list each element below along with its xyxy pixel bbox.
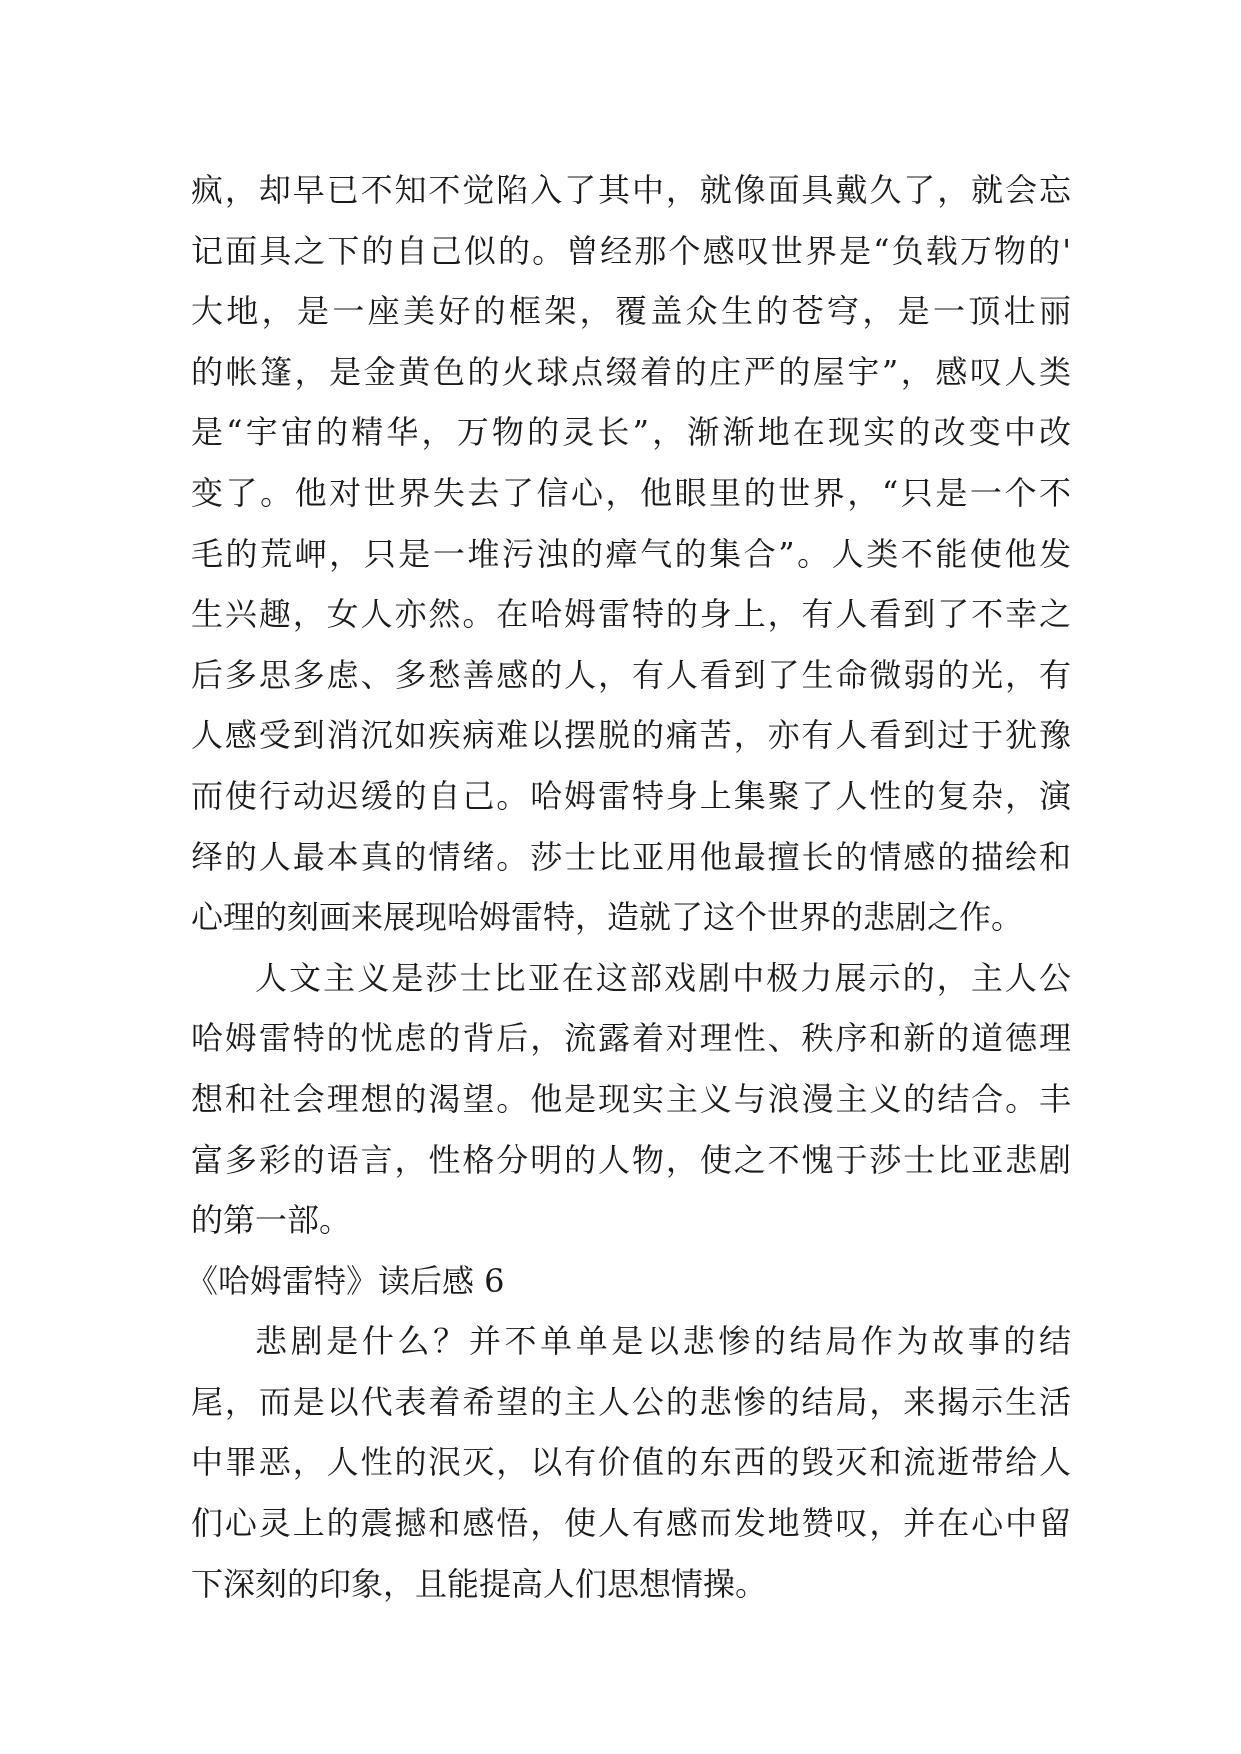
text-line: 而使行动迟缓的自己。哈姆雷特身上集聚了人性的复杂，演 [191, 776, 1071, 815]
text-line: 尾，而是以代表着希望的主人公的悲惨的结局，来揭示生活 [191, 1382, 1071, 1421]
paragraph [191, 948, 1071, 1251]
section-heading [186, 1251, 1071, 1312]
text-line: 大地，是一座美好的框架，覆盖众生的苍穹，是一顶壮丽 [191, 292, 1071, 331]
paragraph [191, 1311, 1071, 1614]
text-line: 变了。他对世界失去了信心，他眼里的世界，“只是一个不 [191, 473, 1071, 512]
text-line: 后多思多虑、多愁善感的人，有人看到了生命微弱的光，有 [191, 655, 1071, 694]
text-line: 记面具之下的自己似的。曾经那个感叹世界是“负载万物的' [191, 231, 1071, 270]
text-line: 的帐篷，是金黄色的火球点缀着的庄严的屋宇”，感叹人类 [191, 352, 1071, 391]
paragraph-continuation [191, 160, 1071, 948]
text-line: 想和社会理想的渴望。他是现实主义与浪漫主义的结合。丰 [191, 1079, 1071, 1118]
text-line: 的第一部。 [191, 1201, 352, 1240]
text-line: 人文主义是莎士比亚在这部戏剧中极力展示的，主人公 [255, 958, 1071, 997]
text-line: 下深刻的印象，且能提高人们思想情操。 [191, 1564, 768, 1603]
text-line: 是“宇宙的精华，万物的灵长”，渐渐地在现实的改变中改 [191, 413, 1071, 452]
text-line: 悲剧是什么？并不单单是以悲惨的结局作为故事的结 [255, 1322, 1071, 1361]
section-heading-text: 《哈姆雷特》读后感 6 [186, 1261, 505, 1300]
text-line: 哈姆雷特的忧虑的背后，流露着对理性、秩序和新的道德理 [191, 1019, 1071, 1058]
text-line: 疯，却早已不知不觉陷入了其中，就像面具戴久了，就会忘 [191, 171, 1071, 209]
text-line: 们心灵上的震撼和感悟，使人有感而发地赞叹，并在心中留 [191, 1504, 1071, 1543]
text-line: 中罪恶，人性的泯灭，以有价值的东西的毁灭和流逝带给人 [191, 1443, 1071, 1482]
document-body [186, 160, 1071, 1614]
text-line: 绎的人最本真的情绪。莎士比亚用他最擅长的情感的描绘和 [191, 837, 1071, 876]
text-line: 生兴趣，女人亦然。在哈姆雷特的身上，有人看到了不幸之 [191, 595, 1071, 634]
text-line: 富多彩的语言，性格分明的人物，使之不愧于莎士比亚悲剧 [191, 1140, 1071, 1179]
text-line: 毛的荒岬，只是一堆污浊的瘴气的集合”。人类不能使他发 [191, 534, 1071, 573]
text-line: 人感受到消沉如疾病难以摆脱的痛苦，亦有人看到过于犹豫 [191, 716, 1071, 755]
text-line: 心理的刻画来展现哈姆雷特，造就了这个世界的悲剧之作。 [191, 898, 1024, 937]
